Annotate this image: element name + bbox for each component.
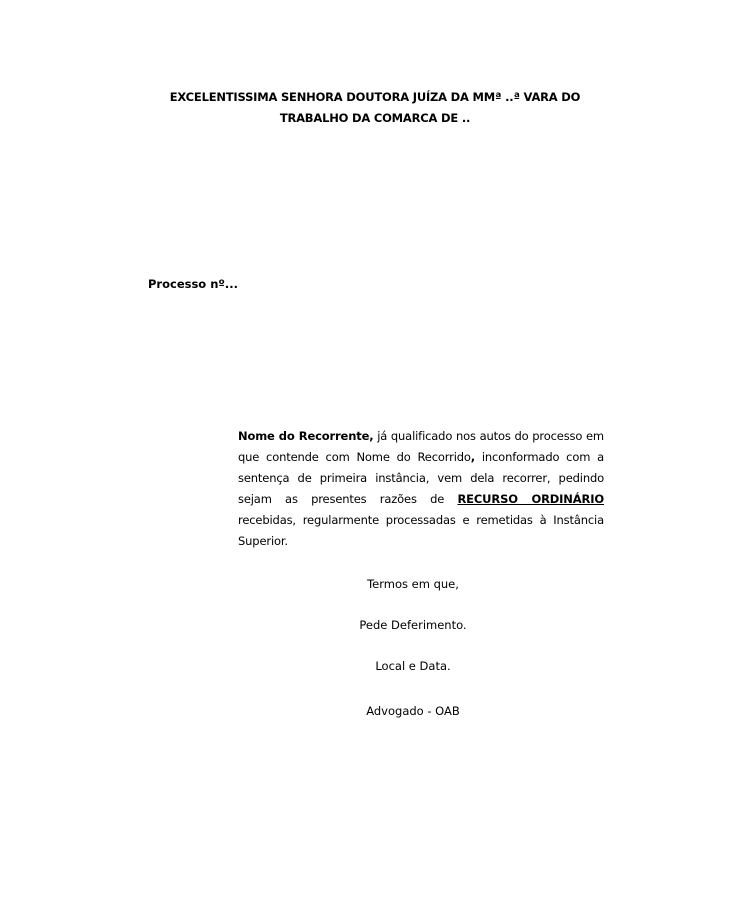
closing-place-date: Local e Data. bbox=[375, 659, 451, 673]
closing-terms: Termos em que, bbox=[367, 577, 459, 591]
appellant-name: Nome do Recorrente, bbox=[238, 429, 374, 443]
heading-line-1: EXCELENTISSIMA SENHORA DOUTORA JUÍZA DA MMª ..ª VARA DO bbox=[169, 90, 581, 104]
petition-paragraph bbox=[238, 426, 604, 552]
appeal-type: RECURSO ORDINÁRIO bbox=[457, 492, 604, 506]
process-number: Processo nº... bbox=[148, 277, 238, 291]
heading-line-2: TRABALHO DA COMARCA DE .. bbox=[279, 111, 471, 125]
paragraph-text-a: já qualificado nos autos do processo em que contende com Nome do Recorrido bbox=[238, 429, 604, 464]
paragraph-text-c: recebidas, regularmente processadas e remetidas à Instância Superior. bbox=[238, 513, 604, 548]
paragraph-comma: , bbox=[470, 450, 476, 464]
closing-lawyer: Advogado - OAB bbox=[366, 704, 460, 718]
closing-request: Pede Deferimento. bbox=[359, 618, 467, 632]
paragraph-text-b: inconformado com a sentença de primeira instância, vem dela recorrer, pedindo sejam as presentes razões de bbox=[238, 450, 604, 506]
